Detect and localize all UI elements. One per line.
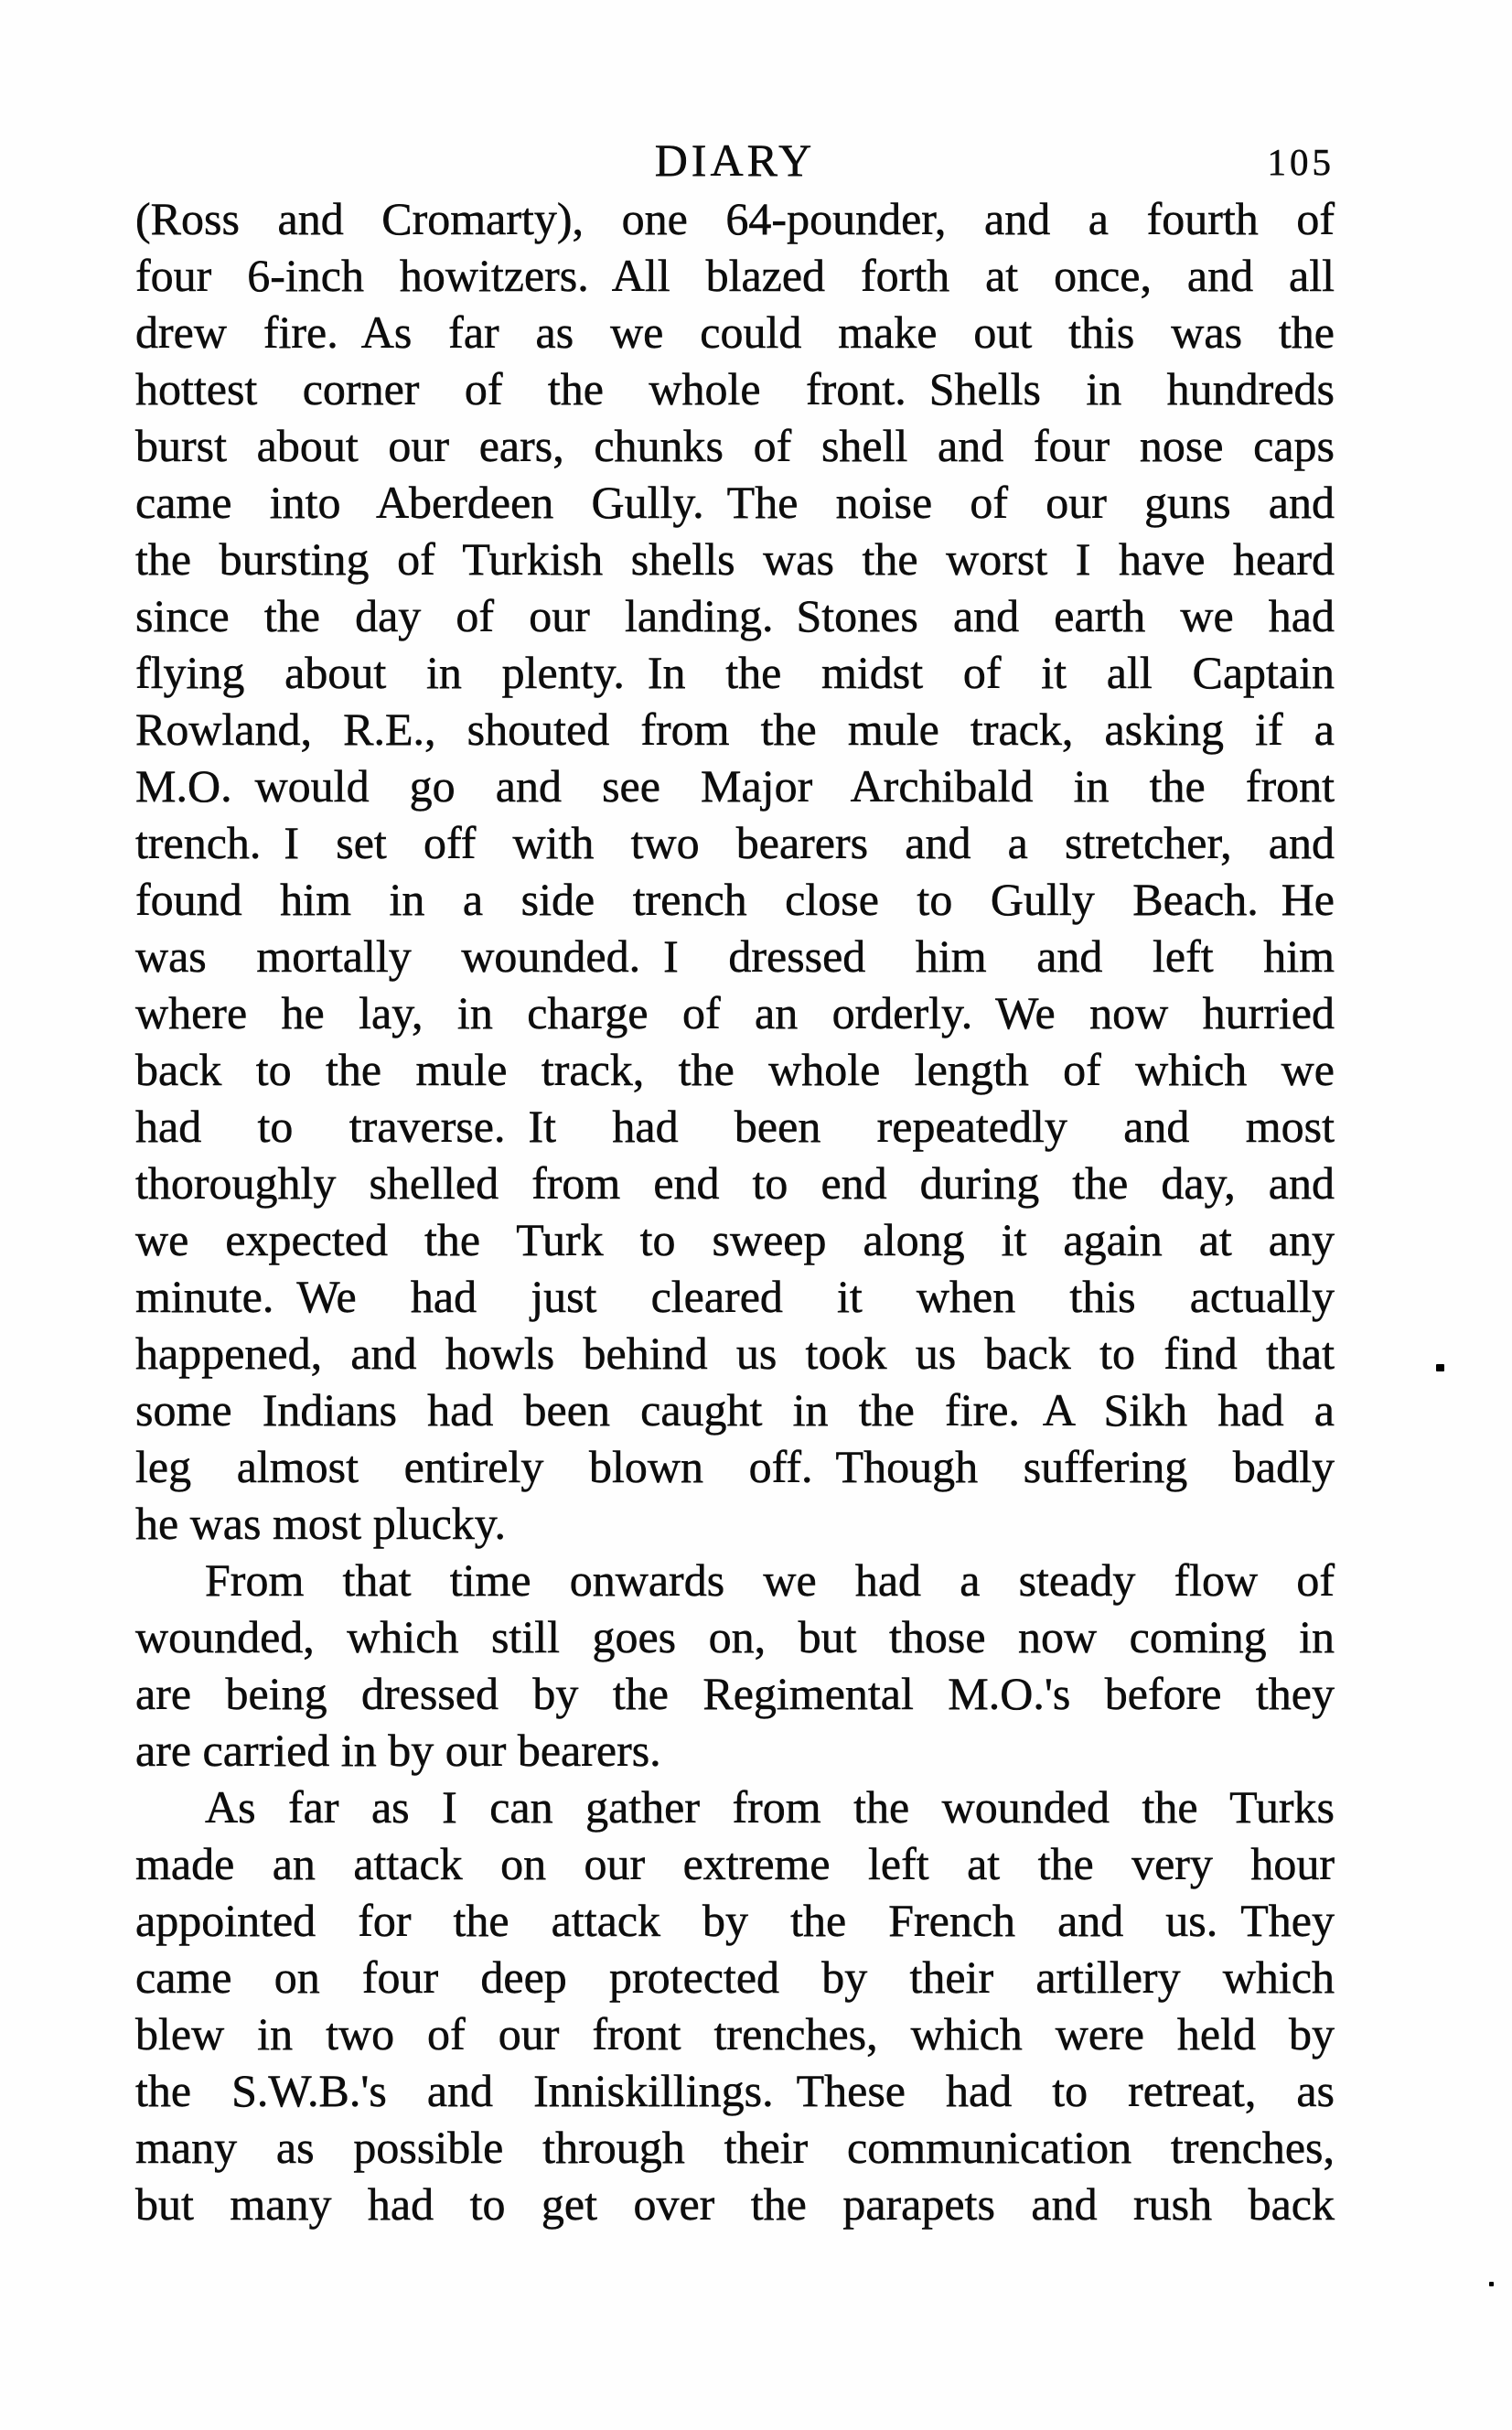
text-line: blew in two of our front trenches, which were held by [135,2008,1335,2059]
text-line: many as possible through their communication trenches, [135,2122,1335,2173]
ink-speck [1489,2282,1494,2286]
text-line: thoroughly shelled from end to end during the day, and [135,1157,1335,1209]
text-line: flying about in plenty. In the midst of it all Captain [135,647,1335,698]
text-line: happened, and howls behind us took us back to find that [135,1328,1335,1379]
text-line: burst about our ears, chunks of shell and four nose caps [135,420,1335,471]
text-line: he was most plucky. [135,1498,507,1549]
text-line: leg almost entirely blown off. Though suffering badly [135,1441,1335,1492]
text-line: back to the mule track, the whole length of which we [135,1044,1335,1095]
page-body [135,190,1335,2232]
ink-speck [1436,1364,1444,1371]
text-line: some Indians had been caught in the fire. A Sikh had a [135,1384,1335,1435]
text-line: hottest corner of the whole front. Shells in hundreds [135,363,1335,414]
text-line: (Ross and Cromarty), one 64-pounder, and a fourth of [135,193,1335,244]
text-line: Rowland, R.E., shouted from the mule track, asking if a [135,704,1335,755]
text-line: M.O. would go and see Major Archibald in the front [135,760,1335,812]
text-line: drew fire. As far as we could make out this was the [135,306,1335,358]
text-line: are carried in by our bearers. [135,1725,661,1776]
text-line: four 6-inch howitzers. All blazed forth at once, and all [135,250,1335,301]
text-line: but many had to get over the parapets and rush back [135,2178,1335,2230]
paragraph [135,190,1335,1552]
text-line: the S.W.B.'s and Inniskillings. These had to retreat, as [135,2065,1335,2116]
text-line: made an attack on our extreme left at the very hour [135,1838,1335,1889]
running-title: DIARY [654,134,816,186]
text-line: appointed for the attack by the French and us. They [135,1895,1335,1946]
text-line: As far as I can gather from the wounded the Turks [205,1781,1335,1833]
text-line: wounded, which still goes on, but those now coming in [135,1611,1335,1662]
text-line: trench. I set off with two bearers and a stretcher, and [135,817,1335,868]
text-line: had to traverse. It had been repeatedly and most [135,1101,1335,1152]
text-line: came on four deep protected by their artillery which [135,1952,1335,2003]
text-line: we expected the Turk to sweep along it again at any [135,1214,1335,1265]
page-number: 105 [1267,141,1335,183]
text-line: since the day of our landing. Stones and earth we had [135,590,1335,641]
page-header [135,135,1335,185]
paragraph [135,1779,1335,2232]
text-line: minute. We had just cleared it when this actually [135,1271,1335,1322]
text-line: where he lay, in charge of an orderly. We now hurried [135,987,1335,1038]
text-line: the bursting of Turkish shells was the worst I have heard [135,533,1335,585]
text-line: came into Aberdeen Gully. The noise of our guns and [135,477,1335,528]
text-line: From that time onwards we had a steady flow of [205,1554,1335,1606]
text-line: found him in a side trench close to Gully Beach. He [135,874,1335,925]
paragraph [135,1552,1335,1779]
text-line: are being dressed by the Regimental M.O.'s before they [135,1668,1335,1719]
text-line: was mortally wounded. I dressed him and left him [135,930,1335,982]
